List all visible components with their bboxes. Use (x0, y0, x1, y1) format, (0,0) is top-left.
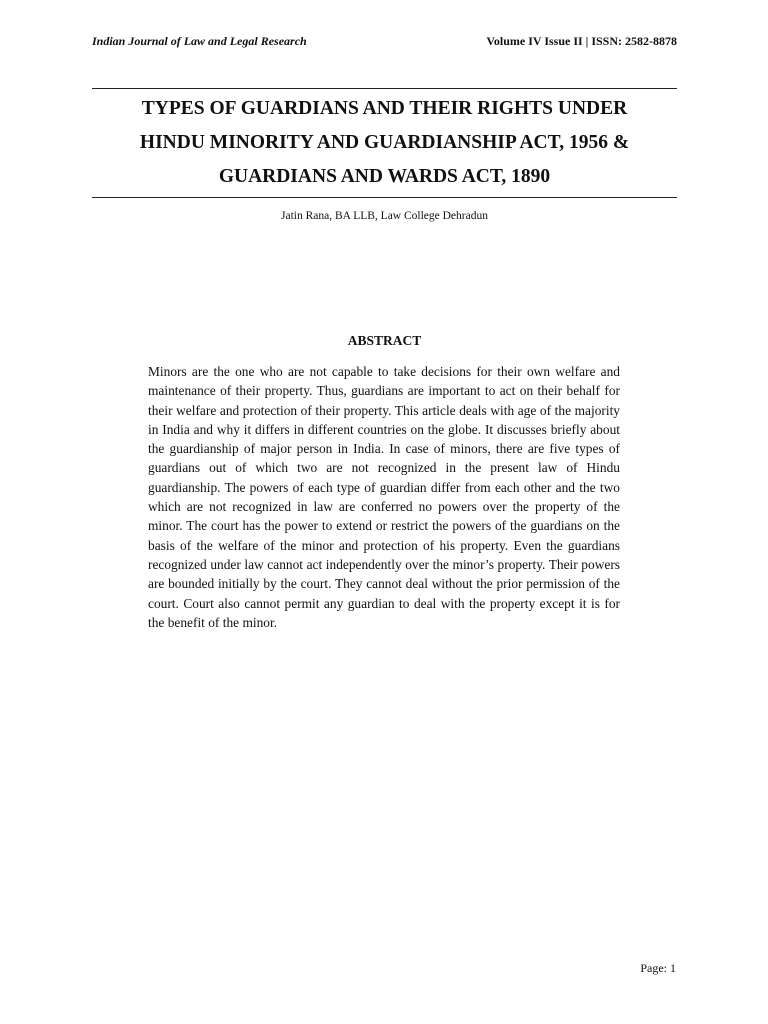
running-header (92, 34, 677, 49)
volume-issn: Volume IV Issue II | ISSN: 2582-8878 (486, 34, 677, 48)
article-title (92, 92, 677, 194)
abstract-heading: ABSTRACT (347, 333, 422, 348)
title-top-rule (92, 88, 677, 89)
title-line: GUARDIANS AND WARDS ACT, 1890 (218, 166, 551, 187)
author-line: Jatin Rana, BA LLB, Law College Dehradun (281, 210, 488, 222)
title-line: TYPES OF GUARDIANS AND THEIR RIGHTS UNDER (141, 98, 628, 119)
title-bottom-rule (92, 197, 677, 198)
page-number: Page: 1 (640, 961, 676, 975)
title-line: HINDU MINORITY AND GUARDIANSHIP ACT, 1956 & (139, 132, 630, 153)
journal-name: Indian Journal of Law and Legal Research (92, 34, 307, 48)
abstract-text: Minors are the one who are not capable to take decisions for their own welfare and maintenance of their property. Thus, guardians are important to act on their behalf for their welfare and protection of their property. This article deals with age of the majority in India and why it differs in different countries on the globe. It discusses briefly about the guardianship of major person in India. In case of minors, there are five types of guardians out of which two are not recognized in the present law of Hindu guardianship. The powers of each type of guardian differ from each other and the two which are not recognized in law are conferred no powers over the property of the minor. The court has the power to extend or restrict the powers of the guardians on the basis of the welfare of the minor and protection of his property. Even the guardians recognized under law cannot act independently over the minor’s property. Their powers are bounded initially by the court. They cannot deal without the prior permission of the court. Court also cannot permit any guardian to deal with the property except it is for the benefit of the minor. (148, 364, 620, 630)
